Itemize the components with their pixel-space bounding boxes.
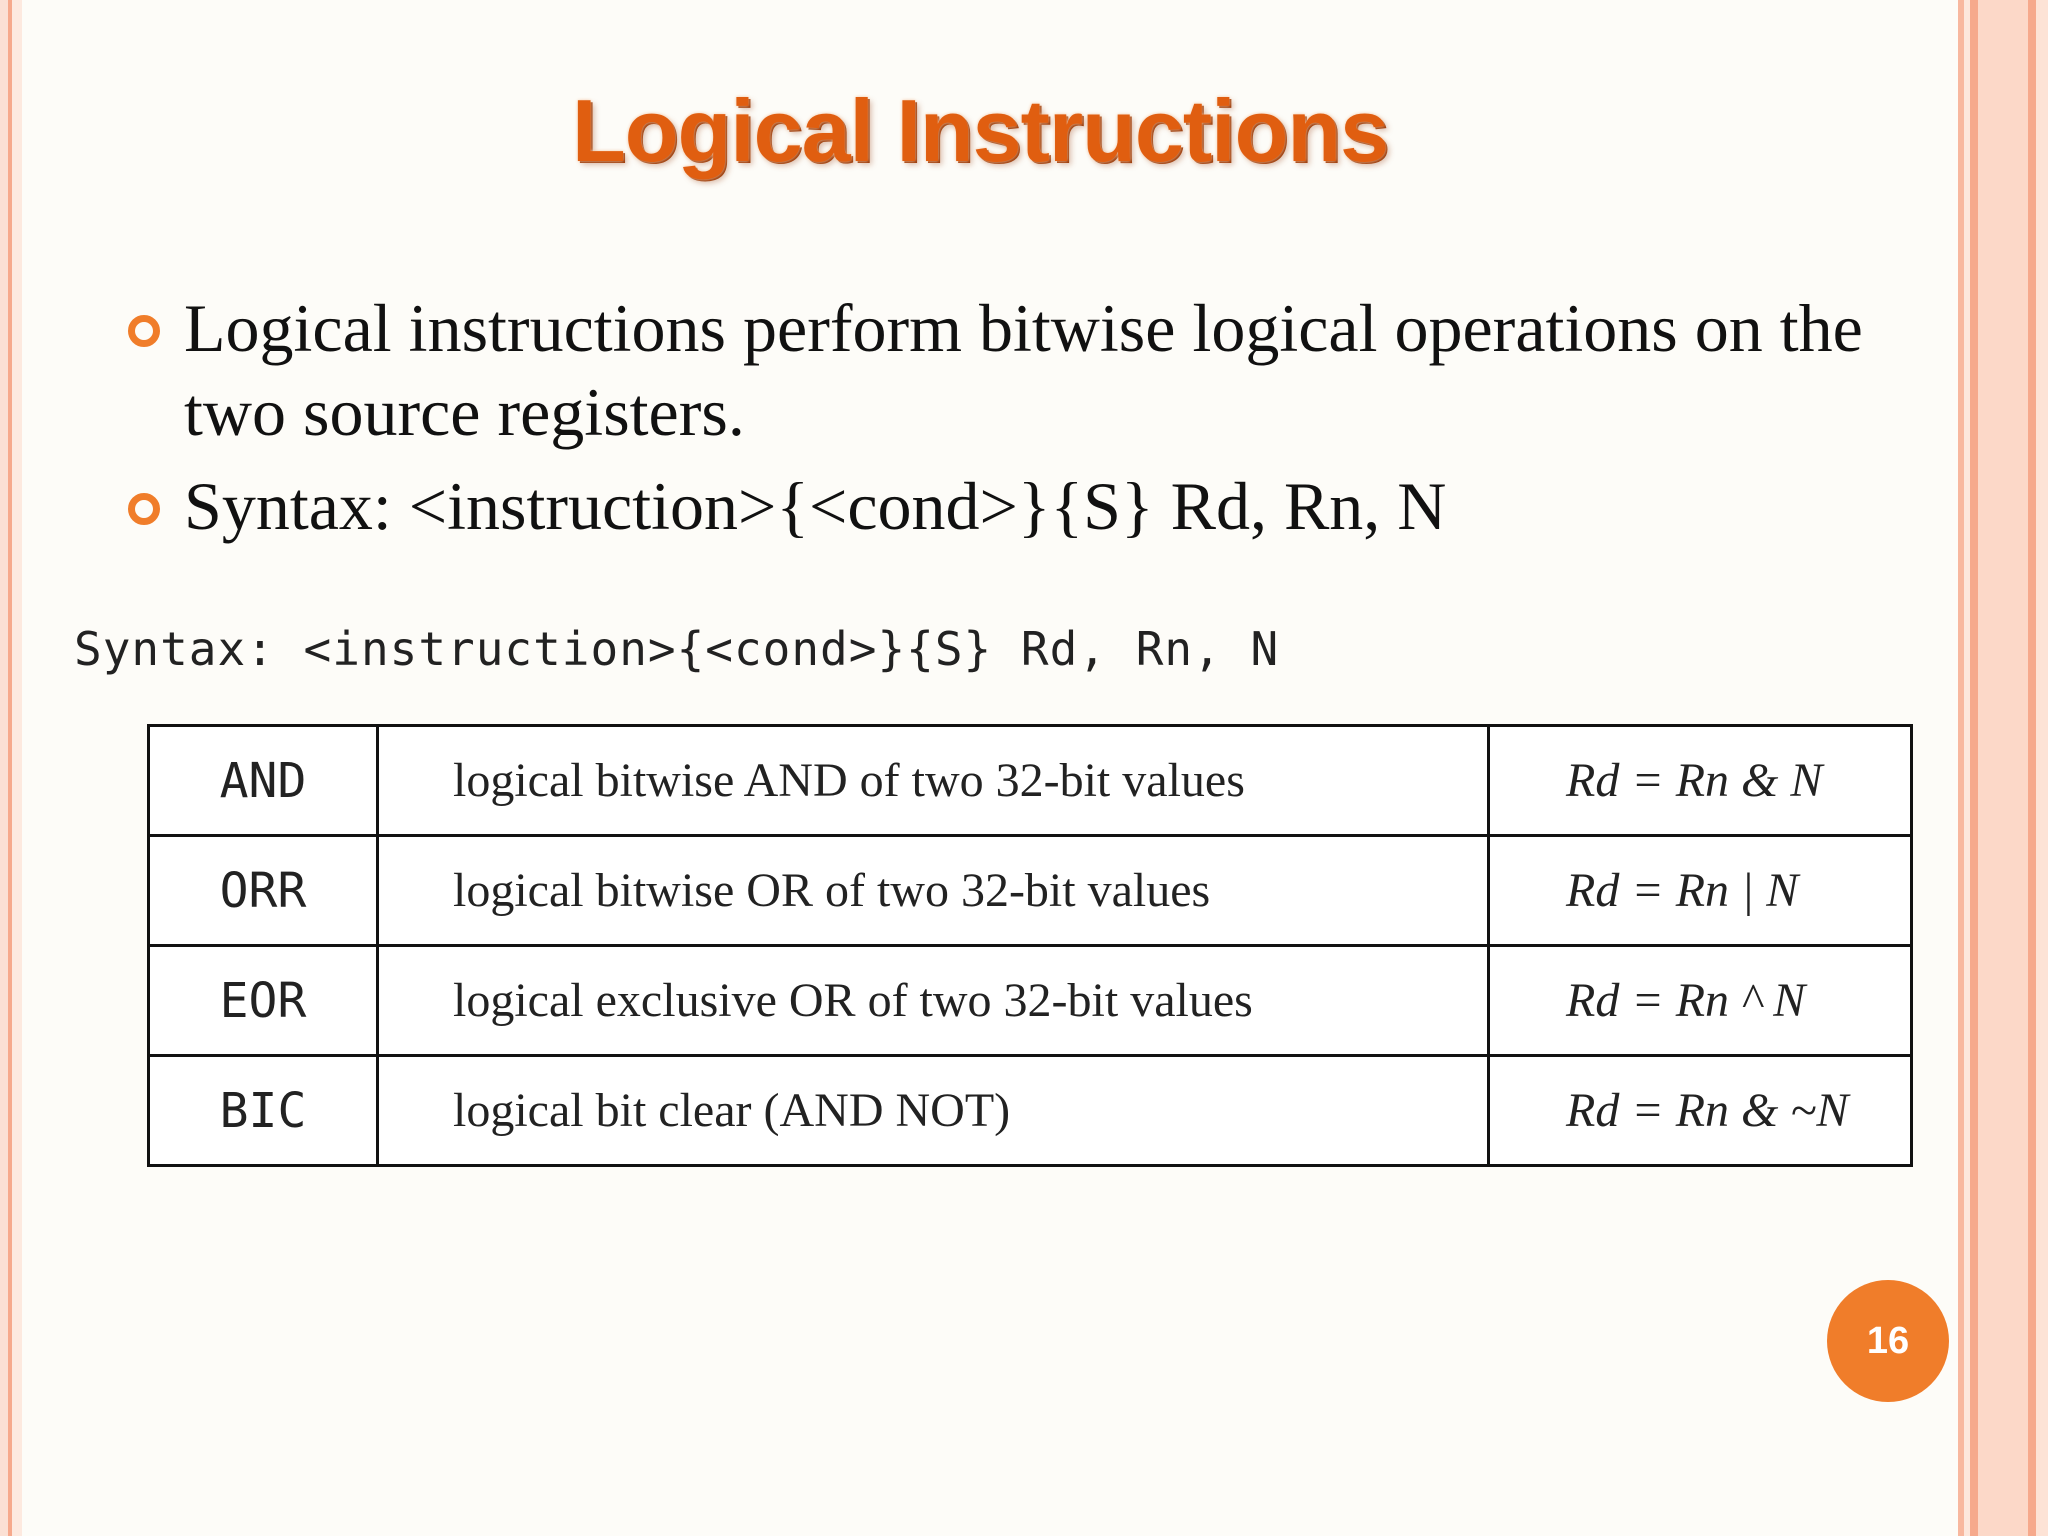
bullet-text: Logical instructions perform bitwise logical operations on the two source registers. (184, 290, 1863, 450)
mnemonic-cell: EOR (149, 946, 378, 1056)
page-number-badge: 16 (1827, 1280, 1949, 1402)
table-row (149, 836, 1912, 946)
expression-cell: Rd = Rn ^ N (1489, 946, 1912, 1056)
right-border-decoration (1958, 0, 2048, 1536)
description-cell: logical bitwise AND of two 32-bit values (378, 726, 1489, 836)
description-cell: logical exclusive OR of two 32-bit values (378, 946, 1489, 1056)
left-border-decoration (0, 0, 22, 1536)
table-row (149, 726, 1912, 836)
bullet-circle-icon (128, 315, 160, 347)
instruction-table (147, 724, 1913, 1167)
expression-cell: Rd = Rn & N (1489, 726, 1912, 836)
description-cell: logical bitwise OR of two 32-bit values (378, 836, 1489, 946)
mnemonic-cell: ORR (149, 836, 378, 946)
table-row (149, 1056, 1912, 1166)
bullet-item (128, 464, 1928, 548)
table-row (149, 946, 1912, 1056)
syntax-caption: Syntax: <instruction>{<cond>}{S} Rd, Rn, N (74, 622, 1280, 676)
expression-cell: Rd = Rn & ~N (1489, 1056, 1912, 1166)
bullet-text: Syntax: <instruction>{<cond>}{S} Rd, Rn, N (184, 468, 1447, 544)
bullet-circle-icon (128, 493, 160, 525)
expression-cell: Rd = Rn | N (1489, 836, 1912, 946)
mnemonic-cell: AND (149, 726, 378, 836)
bullet-item (128, 286, 1928, 454)
bullet-list (128, 286, 1928, 558)
slide-title: Logical Instructions (571, 81, 1389, 180)
description-cell: logical bit clear (AND NOT) (378, 1056, 1489, 1166)
mnemonic-cell: BIC (149, 1056, 378, 1166)
